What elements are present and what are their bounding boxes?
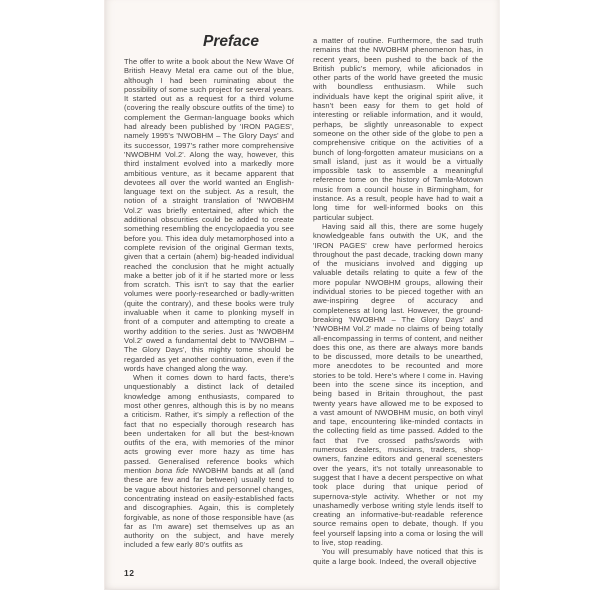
text-columns [124, 33, 481, 566]
page-title: Preface [202, 33, 259, 50]
right-column [313, 33, 483, 566]
paragraph-2-text-start: When it comes down to hard facts, there's unquestionably a distinct lack of detailed knowledge among enthusiasts, compared to most other genres, although this is by no means a criticism. Rather, it's simply a reflection of the fact that no especially thorough research has been undertaken for all but the best-known outfits of the era, with memories of the minor acts growing ever more hazy as time has passed. Generalised reference books which mention [124, 373, 294, 476]
paragraph-1: The offer to write a book about the New Wave Of British Heavy Metal era came out of the blue, although I had been ruminating about the possibility of some such project for several years. It started out as a request for a third volume (covering the really obscure outfits of the time) to complement the German-language books which had already been published by 'IRON PAGES', namely 1995's 'NWOBHM – The Glory Days' and its successor, 1997's rather more comprehensive 'NWOBHM Vol.2'. Along the way, however, this third instalment evolved into a markedly more ambitious venture, as it became apparent that devotees all over the world wanted an English-language text on the subject. As a result, the notion of a straight translation of 'NWOBHM Vol.2' was briefly entertained, after which the additional obscurities could be added to create something resembling the encyclopaedia you see before you. This idea duly metamorphosed into a complete revision of the original German texts, given that a certain (ahem) big-headed individual reached the conclusion that he might actually make a better job of it if he started more or less from scratch. This isn't to say that the earlier volumes were poorly-researched or badly-written (quite the contrary), and these books were truly invaluable when it came to plonking myself in front of a computer and attempting to create a worthy addition to the series. Just as 'NWOBHM Vol.2' owed a fundamental debt to 'NWOBHM – The Glory Days', this mighty tome should be regarded as yet another continuation, even if the words have changed along the way. [124, 57, 294, 373]
page-number: 12 [124, 568, 135, 578]
italic-phrase: bona fide [155, 466, 189, 476]
paragraph-2-text-end: NWOBHM bands at all (and these are few and far between) usually tend to be vague about histories and personnel changes, concentrating instead on easily-established facts and discographies. Again, this is completely forgivable, as none of those responsible have (as far as I'm aware) set themselves up as an authority on the subject, and have merely included a few early 80's outfits as [124, 466, 294, 550]
left-column [124, 33, 294, 566]
paragraph-3: a matter of routine. Furthermore, the sad truth remains that the NWOBHM phenomenon has, in recent years, been pushed to the back of the British public's memory, while aficionados in other parts of the world have greeted the music with boundless enthusiasm. While such individuals have kept the original spirit alive, it hasn't been easy for them to get hold of interesting or reliable information, and it would, perhaps, be slightly unreasonable to expect someone on the other side of the globe to pen a comprehensive critique on the activities of a bunch of long-forgotten amateur musicians on a small island, just as it would be a virtually impossible task to assemble a meaningful reference tome on the history of Tamla-Motown music from a council house in Birmingham, for instance. As a result, people have had to wait a long time for well-informed books on this particular subject. [313, 36, 483, 222]
paragraph-2 [124, 373, 294, 550]
paragraph-4: Having said all this, there are some hugely knowledgeable fans outwith the UK, and the 'IRON PAGES' crew have performed heroics throughout the past decade, tracking down many of the musicians involved and digging up valuable details relating to quite a few of the more popular NWOBHM groups, allowing their individual stories to be pieced together with an awe-inspiring degree of accuracy and completeness at long last. However, the ground-breaking 'NWOBHM – The Glory Days' and 'NWOBHM Vol.2' made no claims of being totally all-encompassing in terms of content, and neither does this one, as there are always more bands to be discussed, more details to be unearthed, more anecdotes to be recounted and more stories to be told. Here's where I come in. Having been into the scene since its inception, and being based in Britain throughout, the past twenty years have allowed me to be exposed to a vast amount of NWOBHM music, on both vinyl and tape, encountering like-minded contacts in the collecting field as time passed. Added to the fact that I've crossed paths/swords with numerous dealers, musicians, traders, shop-owners, fanzine editors and general scenesters over the years, it's not totally unreasonable to suggest that I have a decent perspective on what took place during that unique period of supernova-style activity. Whether or not my unashamedly verbose writing style lends itself to creating an informative-but-readable reference source remains open to debate, though. If you feel yourself lapsing into a coma or losing the will to live, stop reading. [313, 221, 483, 548]
book-page [104, 0, 500, 590]
paragraph-5: You will presumably have noticed that this is quite a large book. Indeed, the overall objective [313, 547, 483, 566]
